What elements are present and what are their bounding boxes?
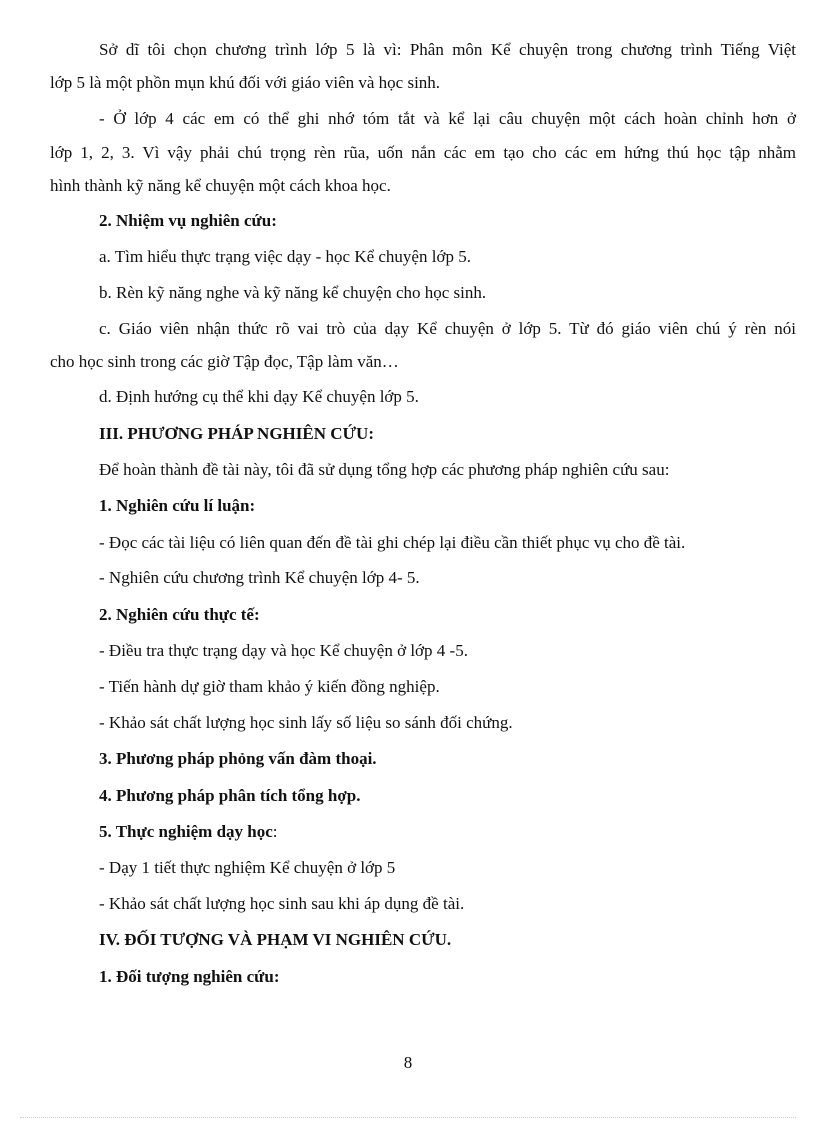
paragraph-line: lớp 1, 2, 3. Vì vậy phải chú trọng rèn rũa, uốn nắn các em tạo cho các em hứng thú học tập nhằm bbox=[50, 143, 796, 162]
paragraph-line: Sở dĩ tôi chọn chương trình lớp 5 là vì: Phân môn Kể chuyện trong chương trình Tiếng Việt bbox=[99, 40, 796, 59]
section-heading bbox=[99, 821, 796, 843]
list-item: - Dạy 1 tiết thực nghiệm Kể chuyện ở lớp 5 bbox=[99, 858, 396, 877]
list-item: - Khảo sát chất lượng học sinh lấy số liệu so sánh đối chứng. bbox=[99, 713, 513, 732]
footer-divider bbox=[20, 1117, 796, 1118]
list-item: - Khảo sát chất lượng học sinh sau khi áp dụng đề tài. bbox=[99, 894, 465, 913]
paragraph-line: Để hoàn thành đề tài này, tôi đã sử dụng tổng hợp các phương pháp nghiên cứu sau: bbox=[99, 460, 670, 479]
list-item: - Đọc các tài liệu có liên quan đến đề tài ghi chép lại điều cần thiết phục vụ cho đề tài. bbox=[99, 533, 686, 552]
list-item: a. Tìm hiểu thực trạng việc dạy - học Kể chuyện lớp 5. bbox=[99, 247, 471, 266]
paragraph-line: lớp 5 là một phồn mụn khú đối với giáo viên và học sinh. bbox=[50, 73, 441, 92]
list-item: c. Giáo viên nhận thức rõ vai trò của dạy Kể chuyện ở lớp 5. Từ đó giáo viên chú ý rèn nói bbox=[99, 319, 796, 338]
list-item: - Điều tra thực trạng dạy và học Kể chuyện ở lớp 4 -5. bbox=[99, 641, 468, 660]
section-heading: 2. Nghiên cứu thực tế: bbox=[99, 605, 260, 624]
section-heading: IV. ĐỐI TƯỢNG VÀ PHẠM VI NGHIÊN CỨU. bbox=[99, 930, 452, 949]
paragraph-line: - Ở lớp 4 các em có thể ghi nhớ tóm tắt và kể lại câu chuyện một cách hoàn chỉnh hơn ở bbox=[99, 109, 796, 128]
section-heading: 4. Phương pháp phân tích tổng hợp. bbox=[99, 786, 361, 805]
section-heading: 1. Nghiên cứu lí luận: bbox=[99, 496, 256, 515]
list-item: - Nghiên cứu chương trình Kể chuyện lớp 4- 5. bbox=[99, 568, 420, 587]
list-item: b. Rèn kỹ năng nghe và kỹ năng kể chuyện cho học sinh. bbox=[99, 283, 487, 302]
section-heading: 3. Phương pháp phỏng vấn đàm thoại. bbox=[99, 749, 377, 768]
section-heading: III. PHƯƠNG PHÁP NGHIÊN CỨU: bbox=[99, 424, 374, 443]
section-heading-bold: 5. Thực nghiệm dạy học bbox=[99, 822, 273, 841]
section-heading: 2. Nhiệm vụ nghiên cứu: bbox=[99, 211, 277, 230]
section-heading-colon: : bbox=[272, 822, 278, 841]
list-item: - Tiến hành dự giờ tham khảo ý kiến đồng nghiệp. bbox=[99, 677, 440, 696]
paragraph-line: hình thành kỹ năng kể chuyện một cách khoa học. bbox=[50, 176, 391, 195]
paragraph-line: cho học sinh trong các giờ Tập đọc, Tập làm văn… bbox=[50, 352, 399, 371]
page-number: 8 bbox=[403, 1053, 413, 1072]
list-item: d. Định hướng cụ thể khi dạy Kể chuyện lớp 5. bbox=[99, 387, 419, 406]
section-heading: 1. Đối tượng nghiên cứu: bbox=[99, 967, 280, 986]
